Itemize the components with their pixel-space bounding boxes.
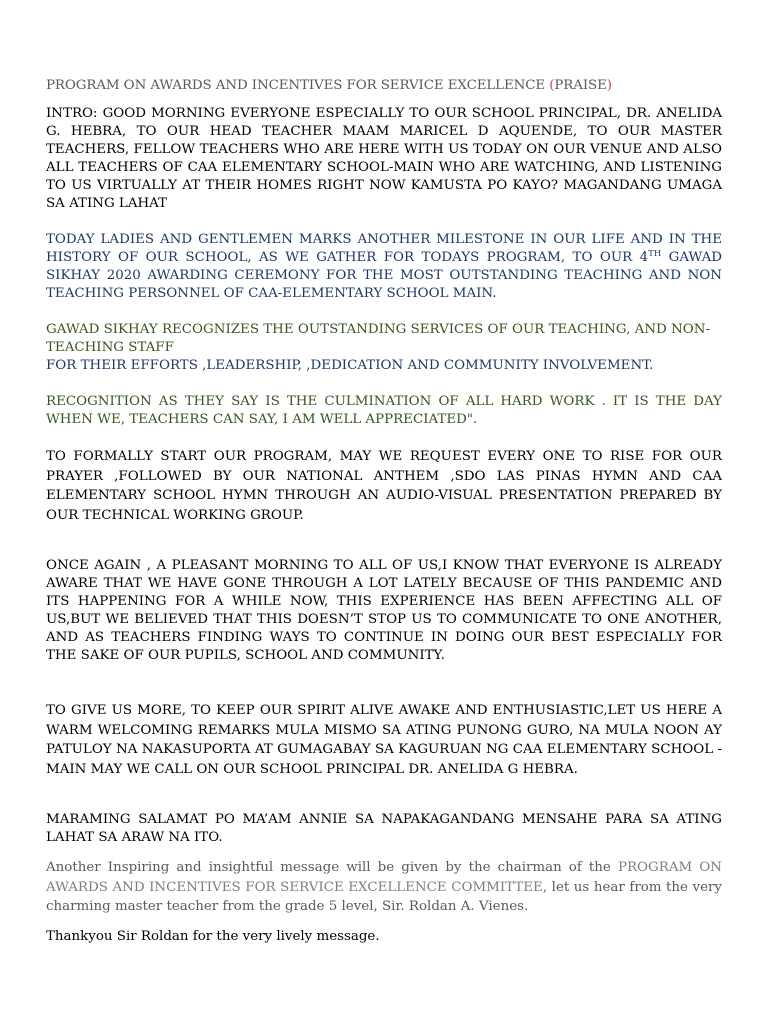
inspiring-text-end: , let us hear from the very charming master teacher from the grade 5 level, Sir. Roldan A. Vienes. xyxy=(46,879,722,914)
inspiring-message-paragraph xyxy=(46,858,722,917)
welcoming-remarks-paragraph: TO GIVE US MORE, TO KEEP OUR SPIRIT ALIVE AWAKE AND ENTHUSIASTIC,LET US HERE A WARM WELCOMING REMARKS MULA MISMO SA ATING PUNONG GURO, NA MULA NOON AY PATULOY NA NAKASUPORTA AT GUMAGABAY SA KAGURUAN NG CAA ELEMENTARY SCHOOL -MAIN MAY WE CALL ON OUR SCHOOL PRINCIPAL DR. ANELIDA G HEBRA. xyxy=(46,703,722,777)
intro-paragraph: INTRO: GOOD MORNING EVERYONE ESPECIALLY TO OUR SCHOOL PRINCIPAL, DR. ANELIDA G. HEBRA, TO OUR HEAD TEACHER MAAM MARICEL D AQUENDE, TO OUR MASTER TEACHERS, FELLOW TEACHERS WHO ARE HERE WITH US TODAY ON OUR VENUE AND ALSO ALL TEACHERS OF CAA ELEMENTARY SCHOOL-MAIN WHO ARE WATCHING, AND LISTENING TO US VIRTUALLY AT THEIR HOMES RIGHT NOW KAMUSTA PO KAYO? MAGANDANG UMAGA SA ATING LAHAT xyxy=(46,106,722,211)
milestone-text-end: GAWAD SIKHAY 2020 AWARDING CEREMONY FOR THE MOST OUTSTANDING TEACHING AND NON TEACHING PERSONNEL OF CAA-ELEMENTARY SCHOOL MAIN. xyxy=(46,250,722,301)
milestone-text-start: TODAY LADIES AND GENTLEMEN MARKS ANOTHER MILESTONE IN OUR LIFE AND IN THE HISTORY OF OUR SCHOOL, AS WE GATHER FOR TODAYS PROGRAM, TO OUR 4 xyxy=(46,232,722,265)
inspiring-text-start: Another Inspiring and insightful message will be given by the chairman of the xyxy=(46,860,618,875)
gawad-efforts-line: FOR THEIR EFFORTS ,LEADERSHIP, ,DEDICATION AND COMMUNITY INVOLVEMENT. xyxy=(46,358,654,373)
title-paren-open: ( xyxy=(549,78,555,93)
title-main: PROGRAM ON AWARDS AND INCENTIVES FOR SERVICE EXCELLENCE xyxy=(46,78,550,93)
title-praise: PRAISE xyxy=(554,78,607,93)
committee-name: PROGRAM ON AWARDS AND INCENTIVES FOR SERVICE EXCELLENCE COMMITTEE xyxy=(46,860,722,895)
title-paren-close: ) xyxy=(606,78,612,93)
gawad-sikhay-paragraph: GAWAD SIKHAY RECOGNIZES THE OUTSTANDING SERVICES OF OUR TEACHING, AND NON-TEACHING STAFF xyxy=(46,322,710,355)
salamat-paragraph: MARAMING SALAMAT PO MA’AM ANNIE SA NAPAKAGANDANG MENSAHE PARA SA ATING LAHAT SA ARAW NA ITO. xyxy=(46,812,722,845)
thankyou-paragraph: Thankyou Sir Roldan for the very lively message. xyxy=(46,928,380,944)
recognition-paragraph: RECOGNITION AS THEY SAY IS THE CULMINATION OF ALL HARD WORK . IT IS THE DAY WHEN WE, TEACHERS CAN SAY, I AM WELL APPRECIATED". xyxy=(46,394,722,427)
document-title xyxy=(46,77,722,95)
milestone-superscript: TH xyxy=(648,249,662,259)
once-again-paragraph: ONCE AGAIN , A PLEASANT MORNING TO ALL OF US,I KNOW THAT EVERYONE IS ALREADY AWARE THAT WE HAVE GONE THROUGH A LOT LATELY BECAUSE OF THIS PANDEMIC AND ITS HAPPENING FOR A WHILE NOW, THIS EXPERIENCE HAS BEEN AFFECTING ALL OF US,BUT WE BELIEVED THAT THIS DOESN’T STOP US TO COMMUNICATE TO ONE ANOTHER, AND AS TEACHERS FINDING WAYS TO CONTINUE IN DOING OUR BEST ESPECIALLY FOR THE SAKE OF OUR PUPILS, SCHOOL AND COMMUNITY. xyxy=(46,558,722,663)
start-program-paragraph: TO FORMALLY START OUR PROGRAM, MAY WE REQUEST EVERY ONE TO RISE FOR OUR PRAYER ,FOLLOWED BY OUR NATIONAL ANTHEM ,SDO LAS PINAS HYMN AND CAA ELEMENTARY SCHOOL HYMN THROUGH AN AUDIO-VISUAL PRESENTATION PREPARED BY OUR TECHNICAL WORKING GROUP. xyxy=(46,449,722,523)
milestone-paragraph xyxy=(46,231,722,303)
